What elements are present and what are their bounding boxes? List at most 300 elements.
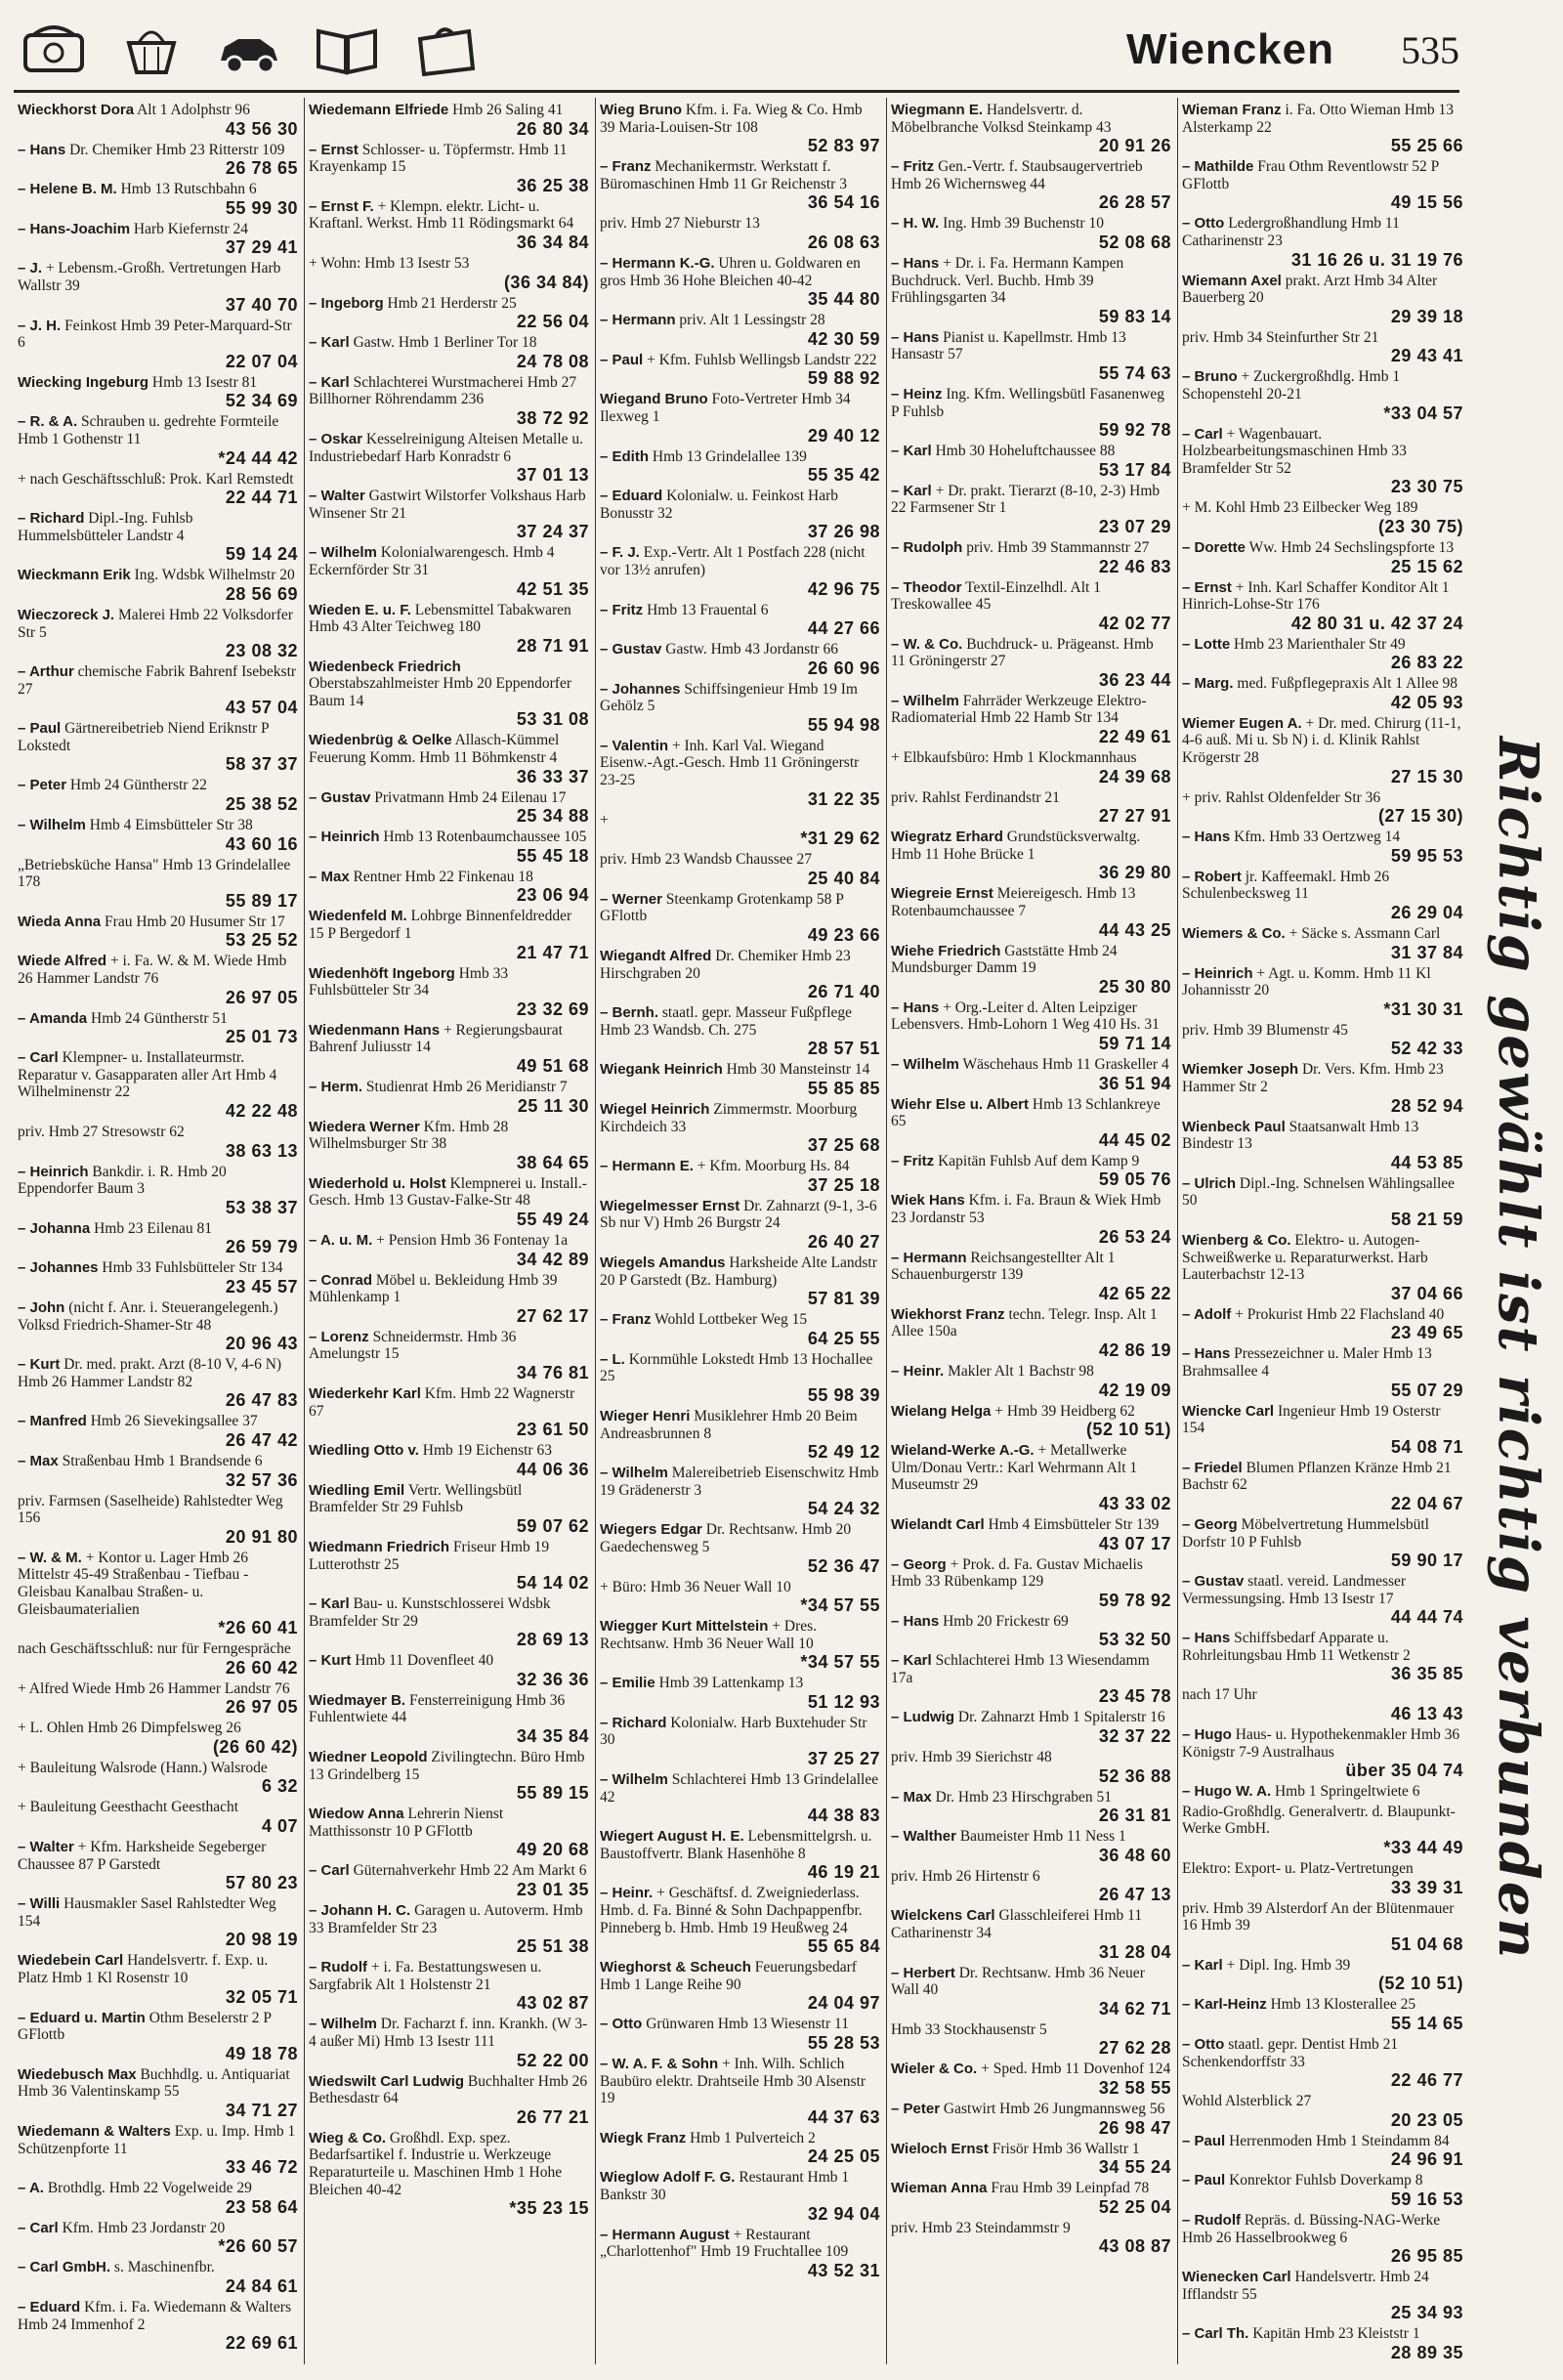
entry-details: Kfm. Hmb 33 Oertzweg 14 xyxy=(1234,829,1401,846)
directory-entry xyxy=(309,1022,589,1076)
entry-details: Handelsvertr. d. Möbelbranche Volksd Steinkamp 43 xyxy=(891,102,1112,136)
directory-entry xyxy=(309,732,589,786)
entry-phone: 42 86 19 xyxy=(1098,1339,1171,1360)
directory-entry xyxy=(1182,1516,1463,1570)
entry-name: – Carl xyxy=(1182,425,1223,443)
entry-name: – Dorette xyxy=(1182,538,1246,556)
entry-phone: 46 19 21 xyxy=(807,1862,880,1883)
entry-phone: 23 58 64 xyxy=(225,2196,298,2217)
entry-phone: 49 23 66 xyxy=(807,925,880,946)
entry-details: staatl. gepr. Dentist Hmb 21 Schenkendorffstr 33 xyxy=(1182,2036,1399,2070)
entry-phone: 24 04 97 xyxy=(807,1993,880,2014)
entry-phone: 52 83 97 xyxy=(807,136,880,156)
directory-entry xyxy=(1182,1957,1463,1994)
entry-name: Wiegk Franz xyxy=(600,2129,687,2146)
directory-entry xyxy=(18,142,298,179)
entry-phone: 34 55 24 xyxy=(1098,2157,1171,2178)
entry-details: Othm Beselerstr 2 P GFlottb xyxy=(18,2009,272,2044)
entry-name: – Carl xyxy=(309,1862,350,1880)
bag-icon xyxy=(410,21,479,76)
directory-entry xyxy=(309,1272,589,1326)
directory-entry xyxy=(1182,2212,1463,2266)
directory-entry xyxy=(600,352,880,389)
entry-name: – Valentin xyxy=(600,737,669,754)
entry-phone: 52 34 69 xyxy=(225,391,298,411)
directory-entry xyxy=(891,102,1171,155)
directory-entry xyxy=(309,659,589,730)
entry-details: (nicht f. Anr. i. Steuerangelegenh.) Volksd Friedrich-Shamer-Str 48 xyxy=(18,1298,278,1334)
column-1 xyxy=(14,98,305,2364)
directory-entry xyxy=(18,510,298,564)
entry-name: – Robert xyxy=(1182,868,1242,885)
entry-name: Wiegreie Ernst xyxy=(891,885,993,903)
entry-name: – Amanda xyxy=(18,1009,88,1027)
entry-details: Buchhdlg. u. Antiquariat Hmb 36 Valentinskamp 55 xyxy=(18,2065,290,2101)
directory-entry xyxy=(891,539,1171,576)
directory-entry xyxy=(309,1959,589,2013)
entry-phone: 43 60 16 xyxy=(225,833,298,854)
entry-details: priv. Alt 1 Lessingstr 28 xyxy=(679,312,825,329)
directory-entry xyxy=(600,312,880,349)
entry-details: nach Geschäftsschluß: nur für Ferngespräche xyxy=(18,1640,291,1658)
entry-phone: 23 45 78 xyxy=(1098,1686,1171,1707)
entry-name: – Johann H. C. xyxy=(309,1902,411,1920)
entry-details: i. Fa. Otto Wieman Hmb 13 Alsterkamp 22 xyxy=(1182,102,1455,136)
entry-phone: 36 33 37 xyxy=(516,766,589,786)
directory-entry xyxy=(1182,2269,1463,2322)
directory-entry xyxy=(18,1895,298,1949)
directory-entry xyxy=(309,1692,589,1746)
entry-phone: 49 18 78 xyxy=(225,2043,298,2063)
entry-details: Hmb 24 Güntherstr 22 xyxy=(69,777,207,794)
entry-name: Wiek Hans xyxy=(891,1192,965,1210)
entry-name: Wiedenbrüg & Oelke xyxy=(309,732,452,749)
entry-name: – Otto xyxy=(1182,215,1225,233)
directory-entry xyxy=(309,1652,589,1689)
entry-phone: (52 10 51) xyxy=(1085,1420,1171,1440)
directory-entry xyxy=(309,255,589,292)
entry-name: – Richard xyxy=(18,510,85,528)
entry-details: Schneidermstr. Hmb 36 Amelungstr 15 xyxy=(309,1328,517,1363)
entry-details: + Prokurist Hmb 22 Flachsland 40 xyxy=(1235,1305,1445,1323)
entry-phone: 35 44 80 xyxy=(807,289,880,310)
side-slogan-text: Richtig gewählt ist richtig verbunden xyxy=(1486,736,1550,1961)
entry-details: Alt 1 Adolphstr 96 xyxy=(137,102,250,118)
directory-entry xyxy=(18,1220,298,1257)
entry-details: + nach Geschäftsschluß: Prok. Karl Remstedt xyxy=(18,470,294,488)
entry-details: Allasch-Kümmel Feuerung Komm. Hmb 11 Böhmkenstr 4 xyxy=(309,732,560,767)
entry-name: – Hans-Joachim xyxy=(18,220,131,237)
entry-name: Wiegert August H. E. xyxy=(600,1828,744,1846)
entry-phone: 20 98 19 xyxy=(225,1930,298,1950)
basket-icon xyxy=(117,21,186,76)
entry-details: Gastwirt Hmb 26 Jungmannsweg 56 xyxy=(943,2101,1165,2117)
directory-entry xyxy=(18,1493,298,1547)
entry-phone: 44 44 74 xyxy=(1390,1607,1463,1628)
directory-entry xyxy=(18,1413,298,1450)
directory-entry xyxy=(18,221,298,258)
entry-phone: 26 77 21 xyxy=(516,2106,589,2127)
entry-phone: (23 30 75) xyxy=(1377,516,1463,536)
entry-details: + L. Ohlen Hmb 26 Dimpfelsweg 26 xyxy=(18,1720,241,1737)
entry-phone: 32 57 36 xyxy=(225,1469,298,1490)
entry-name: – Rudolf xyxy=(1182,2211,1241,2229)
entry-details: Foto-Vertreter Hmb 34 Ilexweg 1 xyxy=(600,391,851,425)
entry-phone: 29 39 18 xyxy=(1390,306,1463,326)
directory-entry xyxy=(1182,1783,1463,1801)
entry-details: + Elbkaufsbüro: Hmb 1 Klockmannhaus xyxy=(891,749,1137,767)
entry-name: Wiemker Joseph xyxy=(1182,1061,1299,1079)
entry-details: Uhren u. Goldwaren en gros Hmb 36 Hohe Bleichen 40-42 xyxy=(600,254,861,289)
entry-phone: 20 91 80 xyxy=(225,1526,298,1547)
entry-details: Handelsvertr. Hmb 24 Ifflandstr 55 xyxy=(1182,2269,1429,2303)
directory-entry xyxy=(1182,1573,1463,1627)
entry-details: Hmb 13 Isestr 81 xyxy=(151,373,258,391)
entry-name: Wieg & Co. xyxy=(309,2129,387,2146)
directory-entry xyxy=(600,681,880,735)
entry-name: Wiegand Bruno xyxy=(600,391,708,408)
entry-details: priv. Hmb 23 Steindammstr 9 xyxy=(891,2219,1071,2236)
entry-phone: 55 74 63 xyxy=(1098,362,1171,383)
directory-entry xyxy=(309,488,589,541)
entry-phone: 52 08 68 xyxy=(1098,232,1171,252)
entry-details: Oberstabszahlmeister Hmb 20 Eppendorfer Baum 14 xyxy=(309,675,572,709)
entry-phone: 27 15 30 xyxy=(1390,766,1463,786)
entry-phone: 44 27 66 xyxy=(807,618,880,639)
entry-details: Dr. Chemiker Hmb 23 Ritterstr 109 xyxy=(69,141,285,158)
directory-entry xyxy=(600,1675,880,1712)
entry-details: Hmb 4 Eimsbütteler Str 139 xyxy=(988,1515,1160,1533)
entry-phone: 23 07 29 xyxy=(1098,516,1171,536)
directory-entry xyxy=(891,829,1171,882)
entry-details: Hmb 23 Marienthaler Str 49 xyxy=(1234,635,1406,653)
directory-entry xyxy=(891,1192,1171,1246)
entry-details: Dipl.-Ing. Fuhlsb Hummelsbütteler Landstr 4 xyxy=(18,510,193,544)
entry-name: – Gustav xyxy=(1182,1573,1245,1591)
header-rule xyxy=(14,90,1459,93)
directory-entry xyxy=(1182,2133,1463,2170)
entry-name: – Werner xyxy=(600,890,662,908)
directory-entry xyxy=(1182,675,1463,712)
entry-name: Wieckhorst Dora xyxy=(18,102,135,118)
entry-details: Ww. Hmb 24 Sechslingspforte 13 xyxy=(1248,538,1455,556)
directory-entry xyxy=(18,181,298,218)
directory-entry xyxy=(891,749,1171,786)
entry-name: Wiedner Leopold xyxy=(309,1749,428,1766)
directory-entry xyxy=(1182,1900,1463,1954)
entry-details: + Bauleitung Walsrode (Hann.) Walsrode xyxy=(18,1759,268,1776)
directory-entry xyxy=(309,2130,589,2218)
entry-name: Wiecking Ingeburg xyxy=(18,373,149,391)
entry-details: Kfm. Hmb 22 Wagnerstr 67 xyxy=(309,1384,575,1420)
entry-phone: 20 23 05 xyxy=(1390,2109,1463,2130)
directory-entry xyxy=(891,1652,1171,1706)
entry-details: Kesselreinigung Alteisen Metalle u. Industriebedarf Harb Konradstr 6 xyxy=(309,430,584,465)
directory-entry xyxy=(600,1771,880,1825)
entry-phone: 43 08 87 xyxy=(1098,2236,1171,2257)
directory-entry xyxy=(1182,1996,1463,2033)
entry-phone: 54 24 32 xyxy=(807,1499,880,1519)
entry-phone: 37 40 70 xyxy=(225,294,298,315)
directory-entry xyxy=(600,255,880,309)
directory-entry xyxy=(600,1351,880,1405)
entry-details: Hmb 33 Stockhausenstr 5 xyxy=(891,2020,1047,2038)
entry-details: Dr. med. prakt. Arzt (8-10 V, 4-6 N) Hmb 26 Hammer Landstr 82 xyxy=(18,1356,282,1390)
header-name: Wiencken xyxy=(1126,25,1335,73)
entry-name: – Oskar xyxy=(309,430,363,447)
directory-entry xyxy=(891,1442,1171,1513)
entry-phone: 33 39 31 xyxy=(1390,1877,1463,1897)
directory-entry xyxy=(18,1680,298,1718)
entry-name: Wiedebusch Max xyxy=(18,2065,137,2083)
directory-entry xyxy=(309,1175,589,1229)
entry-phone: 26 40 27 xyxy=(807,1231,880,1252)
entry-phone: 32 05 71 xyxy=(225,1986,298,2007)
entry-details: Dr. Rechtsanw. Hmb 20 Gaedechensweg 5 xyxy=(600,1521,852,1555)
entry-name: – Adolf xyxy=(1182,1305,1232,1323)
entry-name: – Ingeborg xyxy=(309,294,384,312)
entry-phone: 25 40 84 xyxy=(807,868,880,888)
entry-phone: 22 46 83 xyxy=(1098,556,1171,576)
directory-entry xyxy=(309,295,589,332)
directory-entry xyxy=(1182,1175,1463,1229)
directory-entry xyxy=(309,198,589,252)
entry-phone: 26 97 05 xyxy=(225,987,298,1007)
entry-phone: 53 32 50 xyxy=(1098,1630,1171,1650)
entry-details: Steenkamp Grotenkamp 58 P GFlottb xyxy=(600,890,844,925)
page-header xyxy=(0,0,1563,98)
book-icon xyxy=(313,21,381,76)
entry-phone: 27 62 28 xyxy=(1098,2038,1171,2059)
entry-details: Studienrat Hmb 26 Meridianstr 7 xyxy=(365,1079,568,1095)
entry-details: „Betriebsküche Hansa" Hmb 13 Grindelallee 178 xyxy=(18,856,291,891)
entry-phone: 59 16 53 xyxy=(1390,2189,1463,2209)
entry-name: Wieland-Werke A.-G. xyxy=(891,1442,1035,1460)
entry-phone: 59 88 92 xyxy=(807,368,880,389)
entry-name: – Ludwig xyxy=(891,1709,954,1726)
directory-entry xyxy=(309,1862,589,1899)
entry-details: Herrenmoden Hmb 1 Steindamm 84 xyxy=(1229,2132,1450,2149)
entry-details: Garagen u. Autoverm. Hmb 33 Bramfelder Str 23 xyxy=(309,1902,583,1936)
entry-name: – Herbert xyxy=(891,1964,955,1981)
entry-name: – Paul xyxy=(1182,2172,1226,2189)
entry-phone: 59 07 62 xyxy=(516,1515,589,1536)
directory-entry xyxy=(600,448,880,486)
directory-entry xyxy=(891,1828,1171,1865)
directory-entry xyxy=(1182,715,1463,786)
directory-entry xyxy=(891,1096,1171,1150)
entry-phone: *26 60 57 xyxy=(218,2236,298,2257)
entry-name: – Otto xyxy=(600,2016,643,2033)
entry-phone: 26 71 40 xyxy=(807,982,880,1002)
directory-entry xyxy=(18,2180,298,2217)
directory-entry xyxy=(891,158,1171,212)
directory-entry xyxy=(309,829,589,866)
entry-phone: 64 25 55 xyxy=(807,1328,880,1348)
entry-details: Hmb 4 Eimsbütteler Str 38 xyxy=(89,817,253,834)
directory-entry xyxy=(891,483,1171,536)
entry-phone: 31 22 35 xyxy=(807,788,880,809)
entry-details: + Agt. u. Komm. Hmb 11 Kl Johannisstr 20 xyxy=(1182,964,1431,999)
directory-entry xyxy=(18,1720,298,1757)
directory-entry xyxy=(18,260,298,314)
entry-name: – Carl xyxy=(18,2219,59,2236)
directory-entry xyxy=(309,1482,589,1536)
entry-phone: 26 53 24 xyxy=(1098,1226,1171,1247)
entry-phone: 37 25 68 xyxy=(807,1135,880,1156)
entry-phone: 22 07 04 xyxy=(225,351,298,371)
entry-phone: 28 52 94 xyxy=(1390,1095,1463,1116)
column-4 xyxy=(887,98,1178,2364)
entry-name: Wieman Franz xyxy=(1182,102,1282,118)
entry-phone: 25 34 93 xyxy=(1390,2303,1463,2323)
entry-name: Wiehe Friedrich xyxy=(891,942,1001,959)
entry-phone: 44 06 36 xyxy=(516,1459,589,1479)
entry-name: Wiedmayer B. xyxy=(309,1691,406,1709)
entry-details: Hmb 30 Hoheluftchaussee 88 xyxy=(935,443,1116,460)
entry-details: + Prok. d. Fa. Gustav Michaelis Hmb 33 Rübenkamp 129 xyxy=(891,1555,1143,1591)
entry-name: – Heinrich xyxy=(18,1163,89,1180)
entry-phone: 44 45 02 xyxy=(1098,1129,1171,1150)
entry-name: – Karl xyxy=(309,1595,350,1613)
entry-phone: 42 51 35 xyxy=(516,578,589,599)
entry-name: – Hans xyxy=(891,999,940,1016)
directory-entry xyxy=(309,1119,589,1172)
entry-phone: 43 52 31 xyxy=(807,2260,880,2280)
entry-phone: 23 06 94 xyxy=(516,885,589,906)
entry-phone: *34 57 55 xyxy=(800,1595,880,1616)
directory-entry xyxy=(18,1010,298,1047)
entry-details: Hmb 13 Rutschbahn 6 xyxy=(120,181,257,198)
entry-name: – A. xyxy=(18,2180,44,2197)
entry-details: Hmb 13 Rotenbaumchaussee 105 xyxy=(383,829,587,846)
entry-name: – Rudolf xyxy=(309,1959,367,1976)
entry-phone: 20 96 43 xyxy=(225,1334,298,1354)
entry-phone: 42 02 77 xyxy=(1098,613,1171,633)
entry-phone: 22 44 71 xyxy=(225,488,298,508)
directory-entry xyxy=(891,2220,1171,2257)
entry-phone: 36 25 38 xyxy=(516,175,589,195)
entry-phone: 22 46 77 xyxy=(1390,2070,1463,2091)
entry-phone: 29 43 41 xyxy=(1390,346,1463,366)
car-icon xyxy=(215,21,283,76)
entry-phone: 34 35 84 xyxy=(516,1726,589,1747)
entry-name: Wiehr Else u. Albert xyxy=(891,1095,1030,1113)
entry-details: Hmb 13 Schlankreye 65 xyxy=(891,1095,1161,1130)
entry-phone: 34 71 27 xyxy=(225,2101,298,2120)
entry-details: Kapitän Hmb 23 Kleiststr 1 xyxy=(1252,2325,1420,2343)
entry-details: Lohbrge Binnenfeldredder 15 P Bergedorf 1 xyxy=(309,908,572,943)
entry-phone: 26 08 63 xyxy=(807,232,880,252)
entry-phone: 52 49 12 xyxy=(807,1442,880,1463)
directory-entry xyxy=(600,1004,880,1058)
entry-details: Hmb 30 Mansteinstr 14 xyxy=(726,1061,870,1079)
entry-name: – Willi xyxy=(18,1895,61,1913)
entry-details: priv. Hmb 39 Blumenstr 45 xyxy=(1182,1021,1348,1039)
entry-name: – Emilie xyxy=(600,1675,655,1692)
entry-details: priv. Hmb 27 Nieburstr 13 xyxy=(600,215,760,233)
entry-phone: (36 34 84) xyxy=(503,272,589,292)
entry-phone: *26 60 41 xyxy=(218,1618,298,1638)
entry-phone: 32 36 36 xyxy=(516,1669,589,1689)
entry-phone: (26 60 42) xyxy=(212,1736,298,1757)
entry-name: – Wilhelm xyxy=(600,1771,668,1789)
entry-details: Dr. Zahnarzt (9-1, 3-6 Sb nur V) Hmb 26 Burgstr 24 xyxy=(600,1197,877,1232)
directory-entry xyxy=(18,318,298,371)
directory-entry xyxy=(18,720,298,774)
entry-name: Wiedling Emil xyxy=(309,1481,405,1499)
entry-name: – Franz xyxy=(600,1311,652,1329)
entry-phone: 36 34 84 xyxy=(516,232,589,252)
directory-entry xyxy=(1182,869,1463,922)
entry-phone: 53 38 37 xyxy=(225,1197,298,1217)
entry-phone: 44 38 83 xyxy=(807,1806,880,1826)
entry-name: – Walter xyxy=(18,1839,74,1856)
entry-name: – Hugo W. A. xyxy=(1182,1783,1272,1801)
directory-entry xyxy=(18,1356,298,1410)
column-5 xyxy=(1178,98,1469,2364)
entry-name: – Wilhelm xyxy=(600,1465,668,1482)
entry-name: – Paul xyxy=(18,720,62,738)
entry-name: Wiederhold u. Holst xyxy=(309,1174,446,1192)
entry-phone: 58 37 37 xyxy=(225,754,298,775)
column-3 xyxy=(596,98,887,2364)
entry-phone: 44 53 85 xyxy=(1390,1152,1463,1172)
entry-phone: 55 65 84 xyxy=(807,1936,880,1957)
entry-name: – Hermann xyxy=(600,312,676,329)
entry-phone: 25 01 73 xyxy=(225,1027,298,1047)
directory-entry xyxy=(600,1885,880,1956)
entry-name: Wienberg & Co. xyxy=(1182,1231,1291,1249)
entry-phone: 22 56 04 xyxy=(516,312,589,332)
entry-phone: 51 12 93 xyxy=(807,1691,880,1712)
entry-details: Hmb 23 Eilenau 81 xyxy=(94,1219,213,1237)
side-slogan xyxy=(1473,664,1563,2032)
entry-phone: 24 39 68 xyxy=(1098,766,1171,786)
entry-phone: über 35 04 74 xyxy=(1345,1761,1463,1781)
entry-phone: 26 47 83 xyxy=(225,1390,298,1411)
entry-details: priv. Hmb 34 Steinfurther Str 21 xyxy=(1182,328,1379,346)
entry-name: – Karl-Heinz xyxy=(1182,1996,1267,2014)
entry-phone: 59 78 92 xyxy=(1098,1590,1171,1610)
entry-phone: 24 84 61 xyxy=(225,2275,298,2296)
entry-name: – Arthur xyxy=(18,663,74,681)
entry-details: Frau Hmb 39 Leinpfad 78 xyxy=(991,2180,1150,2197)
entry-phone: *34 57 55 xyxy=(800,1652,880,1673)
directory-entry xyxy=(18,2220,298,2257)
entry-details: Kfm. Hmb 23 Jordanstr 20 xyxy=(62,2219,226,2236)
directory-entry xyxy=(309,869,589,906)
entry-phone: 23 45 57 xyxy=(225,1276,298,1296)
entry-details: + Org.-Leiter d. Alten Leipziger Lebensvers. Hmb-Lohorn 1 Weg 410 Hs. 31 xyxy=(891,999,1160,1034)
entry-details: priv. Hmb 23 Wandsb Chaussee 27 xyxy=(600,851,813,869)
entry-details: + Metallwerke Ulm/Donau Vertr.: Karl Wehrmann Alt 1 Museumstr 29 xyxy=(891,1442,1138,1494)
entry-name: Wiedling Otto v. xyxy=(309,1442,419,1460)
directory-entry xyxy=(1182,1686,1463,1723)
entry-name: – Friedel xyxy=(1182,1459,1243,1476)
entry-phone: 24 25 05 xyxy=(807,2146,880,2167)
directory-entry xyxy=(600,1101,880,1155)
entry-details: Dr. Vers. Kfm. Hmb 23 Hammer Str 2 xyxy=(1182,1061,1444,1095)
entry-details: Hmb 24 Güntherstr 51 xyxy=(91,1009,228,1027)
directory-entry xyxy=(1182,2172,1463,2209)
entry-phone: 44 37 63 xyxy=(807,2106,880,2127)
entry-name: Wiedmann Friedrich xyxy=(309,1538,450,1555)
entry-details: Rentner Hmb 22 Finkenau 18 xyxy=(353,868,533,885)
entry-details: Malereibetrieb Eisenschwitz Hmb 19 Grädenerstr 3 xyxy=(600,1465,879,1499)
entry-name: – Peter xyxy=(891,2101,941,2117)
directory-entry xyxy=(18,777,298,814)
